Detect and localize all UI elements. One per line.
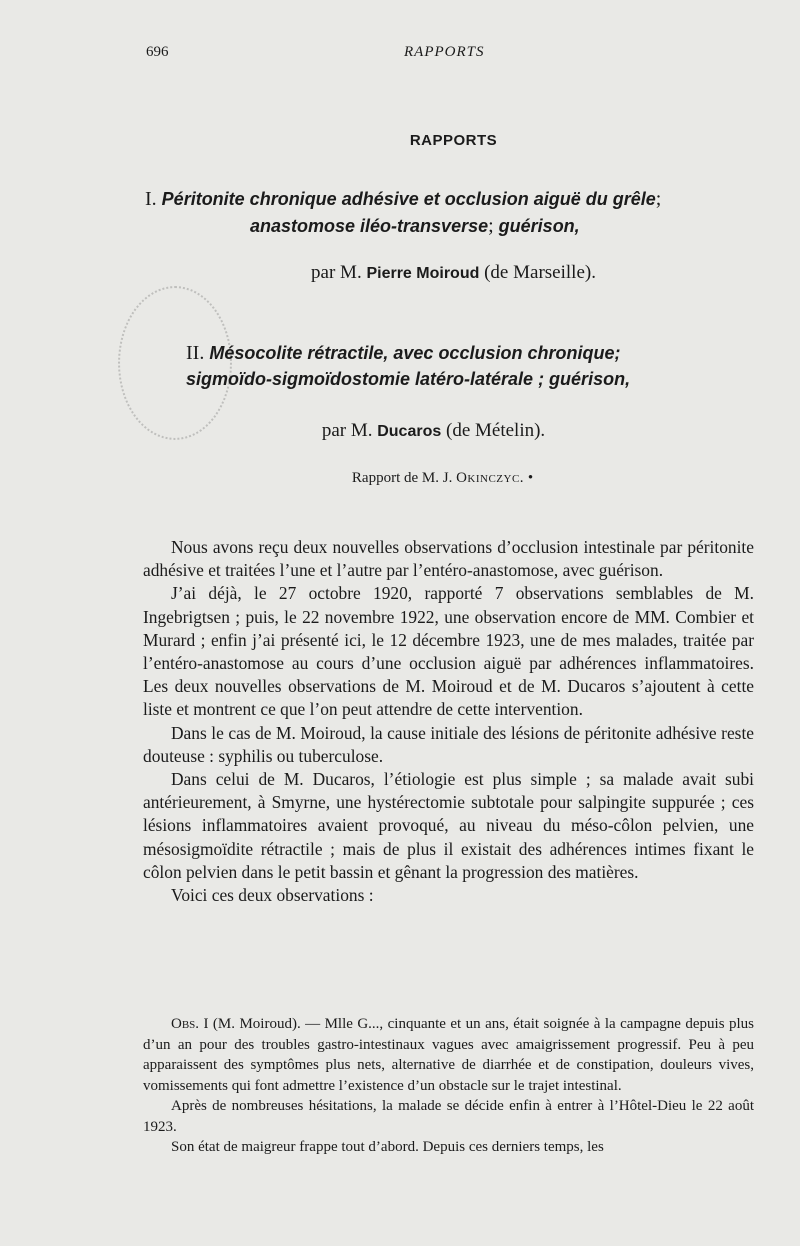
article-1-title-punct: ; [655, 188, 662, 210]
bullet-mark: • [527, 470, 534, 486]
observation-block [143, 1014, 754, 1158]
article-1-title-line2b: ; [488, 215, 499, 237]
body-paragraph: Dans le cas de M. Moiroud, la cause initiale des lésions de péritonite adhésive reste douteuse : syphilis ou tuberculose. [143, 722, 754, 766]
observation-paragraph: Après de nombreuses hésitations, la malade se décide enfin à entrer à l’Hôtel-Dieu le 22 août 1923. [143, 1098, 754, 1135]
article-1-title [145, 188, 760, 238]
reporter-name: Okinczyc. [456, 470, 525, 486]
byline-suffix: (de Mételin). [441, 420, 546, 441]
body-paragraph: Dans celui de M. Ducaros, l’étiologie est plus simple ; sa malade avait subi antérieurement, à Smyrne, une hystérectomie subtotale pour salpingite suppurée ; ces lésions inflammatoires avaient provoqué, au niveau du méso-côlon pelvien, une mésosigmoïdite rétractile ; mais de plus il existait des adhérences intimes fixant le côlon pelvien dans le petit bassin et gênant la progression des matières. [143, 769, 754, 882]
body-paragraph: Nous avons reçu deux nouvelles observations d’occlusion intestinale par péritonite adhésive et traitées l’une et l’autre par l’entéro-anastomose, avec guérison. [143, 537, 754, 581]
article-1-byline [0, 262, 800, 284]
report-prefix: Rapport de M. J. [351, 470, 457, 486]
page-number: 696 [146, 44, 169, 60]
byline-suffix: (de Marseille). [479, 262, 596, 283]
author-name: Pierre Moiroud [366, 265, 480, 282]
observation-paragraph: Son état de maigreur frappe tout d’abord. Depuis ces derniers temps, les [171, 1139, 604, 1155]
body-paragraph: Voici ces deux observations : [171, 885, 374, 906]
article-2-number: II. [186, 342, 205, 364]
article-1-title-line2 [145, 215, 760, 238]
running-head [146, 44, 750, 64]
report-body [143, 536, 754, 907]
observation-label: Obs. I [171, 1016, 209, 1032]
article-2-title-line2: sigmoïdo-sigmoïdostomie latéro-latérale ; guérison, [186, 369, 631, 389]
body-paragraph: J’ai déjà, le 27 octobre 1920, rapporté 7 observations semblables de M. Ingebrigtsen ; puis, le 22 novembre 1922, une observation encore de MM. Combier et Murard ; enfin j’ai présenté ici, le 12 décembre 1923, une de mes malades, traitée par l’entéro-anastomose au cours d’une occlusion aiguë par adhérences inflammatoires. Les deux nouvelles observations de M. Moiroud et de M. Ducaros s’ajoutent à cette liste et montrent ce que l’on peut attendre de cette intervention. [143, 583, 754, 720]
observation-paragraph [143, 1014, 754, 1096]
article-2-byline [0, 420, 800, 442]
byline-prefix: par M. [321, 420, 378, 441]
author-name: Ducaros [377, 423, 442, 440]
article-1-title-line2a: anastomose iléo-transverse [250, 216, 489, 236]
report-attribution [0, 470, 800, 487]
article-2-title [186, 342, 760, 390]
running-title: RAPPORTS [404, 44, 485, 60]
section-heading: RAPPORTS [409, 132, 498, 149]
article-1-number: I. [145, 188, 157, 210]
byline-prefix: par M. [311, 262, 367, 283]
article-2-title-line1: Mésocolite rétractile, avec occlusion chronique; [209, 343, 621, 363]
observation-text: (M. Moiroud). — Mlle G..., cinquante et un ans, était soignée à la campagne depuis plus d’un an pour des troubles gastro-intestinaux vagues avec amaigrissement progressif. Peu à peu apparaissent des symptômes plus nets, alternative de diarrhée et de constipation, douleurs vives, vomissements qui font admettre l’existence d’un obstacle sur le trajet intestinal. [143, 1016, 754, 1094]
article-1-title-line1: Péritonite chronique adhésive et occlusion aiguë du grêle [161, 189, 656, 209]
article-1-title-line2c: guérison, [498, 216, 580, 236]
